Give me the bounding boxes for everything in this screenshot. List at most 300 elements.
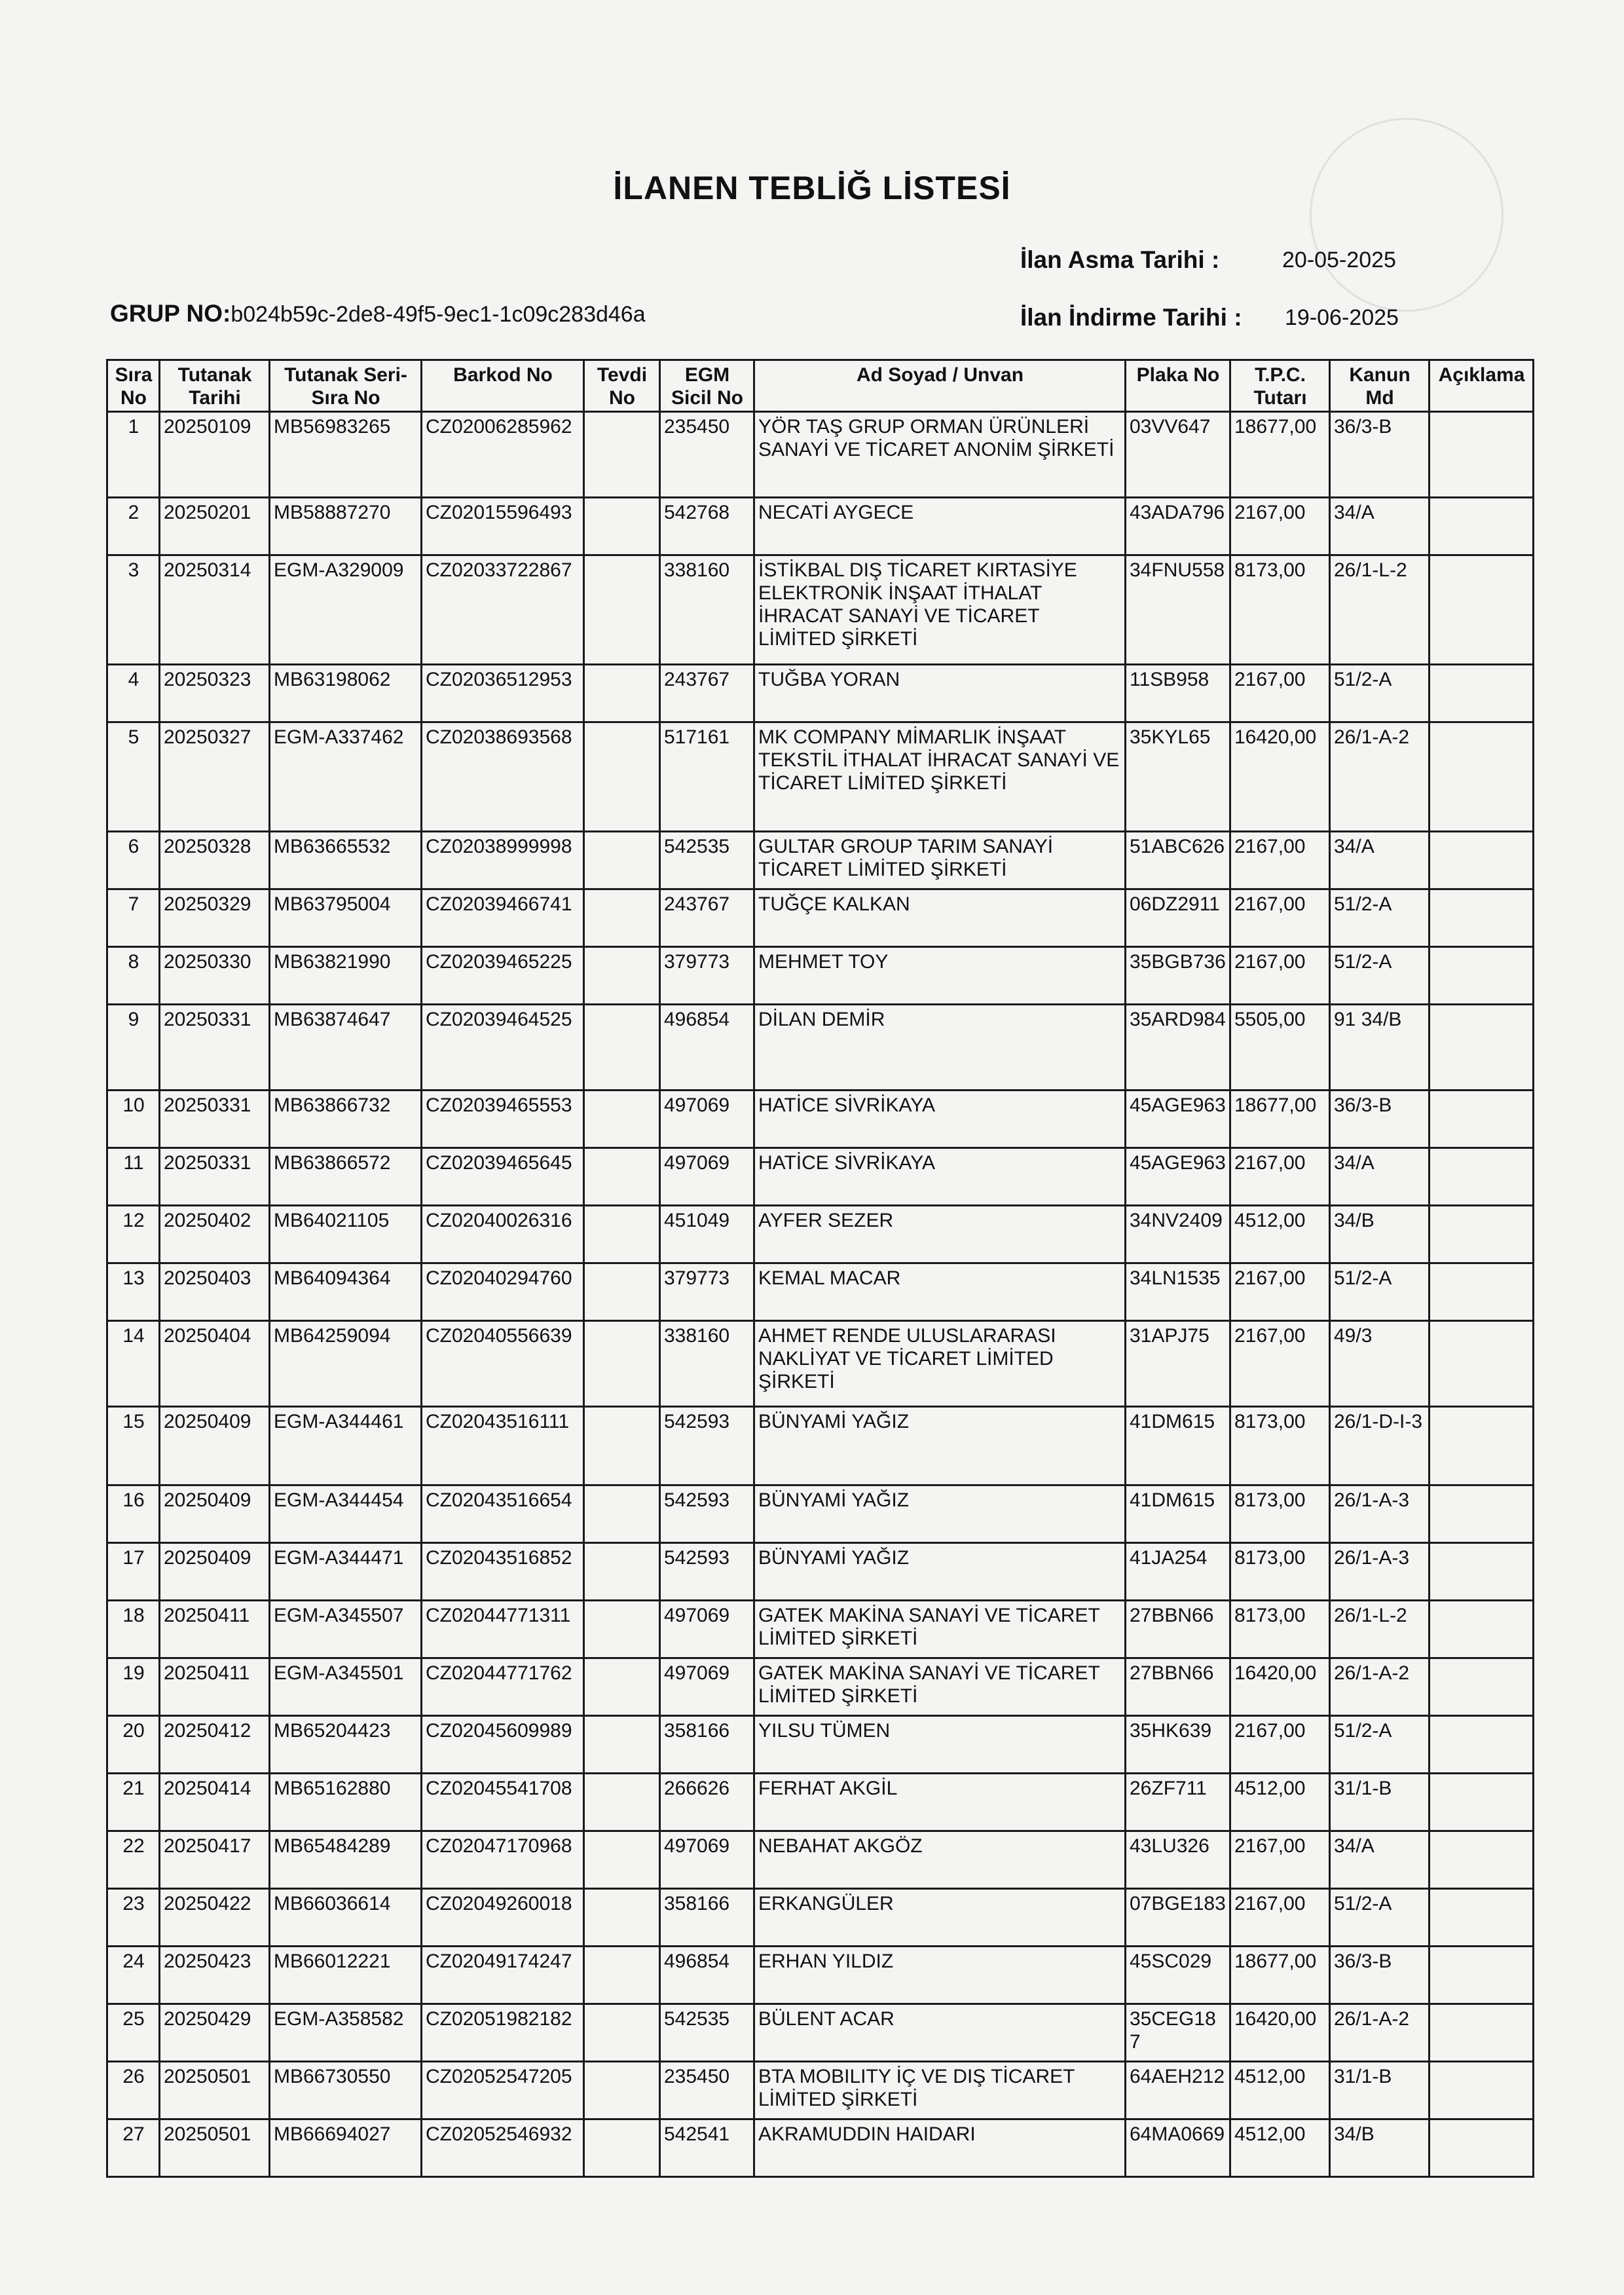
cell-tevdi-no	[584, 1485, 660, 1543]
cell-tevdi-no	[584, 2062, 660, 2119]
cell-sira-no: 19	[107, 1658, 160, 1716]
cell-kanun-md: 31/1-B	[1330, 1774, 1430, 1831]
table-row	[107, 2119, 1534, 2177]
cell-ad-soyad: YÖR TAŞ GRUP ORMAN ÜRÜNLERİ SANAYİ VE TİCARET ANONİM ŞİRKETİ	[754, 412, 1126, 498]
table-row	[107, 555, 1534, 665]
cell-tevdi-no	[584, 1774, 660, 1831]
cell-egm-sicil: 235450	[660, 412, 754, 498]
cell-tevdi-no	[584, 1407, 660, 1485]
cell-tutanak-seri: MB64021105	[270, 1206, 422, 1263]
cell-tutanak-seri: EGM-A345507	[270, 1601, 422, 1658]
cell-kanun-md: 26/1-L-2	[1330, 1601, 1430, 1658]
cell-plaka-no: 51ABC626	[1126, 832, 1230, 889]
cell-tpc-tutari: 2167,00	[1230, 1831, 1330, 1889]
cell-ad-soyad: MK COMPANY MİMARLIK İNŞAAT TEKSTİL İTHALAT İHRACAT SANAYİ VE TİCARET LİMİTED ŞİRKETİ	[754, 722, 1126, 832]
cell-plaka-no: 27BBN66	[1126, 1601, 1230, 1658]
cell-sira-no: 25	[107, 2004, 160, 2062]
cell-ad-soyad: YILSU TÜMEN	[754, 1716, 1126, 1774]
cell-plaka-no: 03VV647	[1126, 412, 1230, 498]
cell-plaka-no: 35ARD984	[1126, 1005, 1230, 1091]
cell-tpc-tutari: 4512,00	[1230, 1774, 1330, 1831]
table-row	[107, 1543, 1534, 1601]
cell-plaka-no: 43LU326	[1126, 1831, 1230, 1889]
cell-kanun-md: 26/1-D-I-3	[1330, 1407, 1430, 1485]
table-row	[107, 1774, 1534, 1831]
cell-tpc-tutari: 8173,00	[1230, 1407, 1330, 1485]
cell-ad-soyad: İSTİKBAL DIŞ TİCARET KIRTASİYE ELEKTRONİK İNŞAAT İTHALAT İHRACAT SANAYİ VE TİCARET LİMİTED ŞİRKETİ	[754, 555, 1126, 665]
table-row	[107, 1947, 1534, 2004]
ilan-asma-label: İlan Asma Tarihi :	[1020, 246, 1220, 273]
cell-plaka-no: 41DM615	[1126, 1485, 1230, 1543]
cell-tpc-tutari: 2167,00	[1230, 1716, 1330, 1774]
cell-egm-sicil: 496854	[660, 1947, 754, 2004]
table-row	[107, 665, 1534, 722]
cell-barkod-no: CZ02039464525	[422, 1005, 584, 1091]
table-row	[107, 1091, 1534, 1148]
cell-egm-sicil: 243767	[660, 889, 754, 947]
cell-egm-sicil: 542535	[660, 832, 754, 889]
cell-tevdi-no	[584, 1889, 660, 1947]
cell-barkod-no: CZ02039465225	[422, 947, 584, 1005]
cell-ad-soyad: AHMET RENDE ULUSLARARASI NAKLİYAT VE TİCARET LİMİTED ŞİRKETİ	[754, 1321, 1126, 1407]
cell-aciklama	[1430, 1091, 1534, 1148]
table-row	[107, 1407, 1534, 1485]
grup-no-value: b024b59c-2de8-49f5-9ec1-1c09c283d46a	[231, 302, 646, 327]
cell-egm-sicil: 497069	[660, 1658, 754, 1716]
cell-sira-no: 4	[107, 665, 160, 722]
cell-tevdi-no	[584, 1658, 660, 1716]
cell-sira-no: 13	[107, 1263, 160, 1321]
cell-kanun-md: 26/1-L-2	[1330, 555, 1430, 665]
cell-tutanak-tarihi: 20250331	[160, 1091, 270, 1148]
cell-tutanak-tarihi: 20250109	[160, 412, 270, 498]
table-body	[107, 412, 1534, 2177]
cell-tutanak-seri: EGM-A337462	[270, 722, 422, 832]
cell-egm-sicil: 497069	[660, 1091, 754, 1148]
cell-aciklama	[1430, 665, 1534, 722]
cell-tutanak-seri: MB64259094	[270, 1321, 422, 1407]
cell-tpc-tutari: 16420,00	[1230, 1658, 1330, 1716]
cell-plaka-no: 35CEG187	[1126, 2004, 1230, 2062]
table-row	[107, 1831, 1534, 1889]
cell-sira-no: 16	[107, 1485, 160, 1543]
cell-tpc-tutari: 2167,00	[1230, 889, 1330, 947]
cell-tevdi-no	[584, 889, 660, 947]
cell-plaka-no: 26ZF711	[1126, 1774, 1230, 1831]
cell-egm-sicil: 542768	[660, 498, 754, 555]
cell-tpc-tutari: 16420,00	[1230, 2004, 1330, 2062]
cell-tutanak-seri: MB64094364	[270, 1263, 422, 1321]
col-egm-sicil: EGM Sicil No	[660, 360, 754, 412]
cell-tutanak-seri: MB63821990	[270, 947, 422, 1005]
cell-plaka-no: 35KYL65	[1126, 722, 1230, 832]
cell-aciklama	[1430, 832, 1534, 889]
cell-sira-no: 9	[107, 1005, 160, 1091]
cell-sira-no: 12	[107, 1206, 160, 1263]
cell-sira-no: 18	[107, 1601, 160, 1658]
cell-egm-sicil: 379773	[660, 947, 754, 1005]
cell-tevdi-no	[584, 498, 660, 555]
cell-tutanak-tarihi: 20250329	[160, 889, 270, 947]
cell-barkod-no: CZ02052546932	[422, 2119, 584, 2177]
col-sira-no: Sıra No	[107, 360, 160, 412]
cell-tevdi-no	[584, 1543, 660, 1601]
grup-no	[110, 300, 646, 327]
cell-tpc-tutari: 2167,00	[1230, 832, 1330, 889]
table-row	[107, 1263, 1534, 1321]
cell-kanun-md: 91 34/B	[1330, 1005, 1430, 1091]
cell-egm-sicil: 497069	[660, 1831, 754, 1889]
cell-tutanak-seri: EGM-A329009	[270, 555, 422, 665]
cell-ad-soyad: ERHAN YILDIZ	[754, 1947, 1126, 2004]
cell-tutanak-tarihi: 20250323	[160, 665, 270, 722]
cell-ad-soyad: MEHMET TOY	[754, 947, 1126, 1005]
teblig-table	[106, 359, 1534, 2178]
cell-plaka-no: 43ADA796	[1126, 498, 1230, 555]
cell-tpc-tutari: 8173,00	[1230, 1485, 1330, 1543]
cell-tutanak-seri: MB66730550	[270, 2062, 422, 2119]
cell-sira-no: 14	[107, 1321, 160, 1407]
cell-egm-sicil: 266626	[660, 1774, 754, 1831]
cell-kanun-md: 34/A	[1330, 832, 1430, 889]
cell-tutanak-tarihi: 20250403	[160, 1263, 270, 1321]
cell-plaka-no: 41JA254	[1126, 1543, 1230, 1601]
cell-tevdi-no	[584, 1716, 660, 1774]
cell-tutanak-tarihi: 20250414	[160, 1774, 270, 1831]
cell-tutanak-tarihi: 20250327	[160, 722, 270, 832]
table-row	[107, 1005, 1534, 1091]
col-tpc-tutari: T.P.C. Tutarı	[1230, 360, 1330, 412]
cell-kanun-md: 51/2-A	[1330, 1889, 1430, 1947]
cell-tutanak-seri: MB63198062	[270, 665, 422, 722]
cell-kanun-md: 34/B	[1330, 1206, 1430, 1263]
cell-aciklama	[1430, 498, 1534, 555]
cell-plaka-no: 45AGE963	[1126, 1148, 1230, 1206]
cell-aciklama	[1430, 2062, 1534, 2119]
cell-barkod-no: CZ02038999998	[422, 832, 584, 889]
col-kanun-md: Kanun Md	[1330, 360, 1430, 412]
cell-barkod-no: CZ02006285962	[422, 412, 584, 498]
cell-tpc-tutari: 8173,00	[1230, 1543, 1330, 1601]
cell-barkod-no: CZ02038693568	[422, 722, 584, 832]
cell-kanun-md: 34/A	[1330, 498, 1430, 555]
cell-ad-soyad: GATEK MAKİNA SANAYİ VE TİCARET LİMİTED ŞİRKETİ	[754, 1658, 1126, 1716]
cell-egm-sicil: 542541	[660, 2119, 754, 2177]
cell-plaka-no: 07BGE183	[1126, 1889, 1230, 1947]
table-row	[107, 947, 1534, 1005]
cell-sira-no: 22	[107, 1831, 160, 1889]
cell-tutanak-tarihi: 20250404	[160, 1321, 270, 1407]
cell-aciklama	[1430, 1206, 1534, 1263]
cell-ad-soyad: FERHAT AKGİL	[754, 1774, 1126, 1831]
cell-aciklama	[1430, 1148, 1534, 1206]
cell-egm-sicil: 542593	[660, 1485, 754, 1543]
cell-tutanak-tarihi: 20250411	[160, 1658, 270, 1716]
cell-tutanak-tarihi: 20250423	[160, 1947, 270, 2004]
cell-barkod-no: CZ02033722867	[422, 555, 584, 665]
cell-tpc-tutari: 8173,00	[1230, 1601, 1330, 1658]
cell-kanun-md: 26/1-A-2	[1330, 2004, 1430, 2062]
col-ad-soyad: Ad Soyad / Unvan	[754, 360, 1126, 412]
cell-kanun-md: 36/3-B	[1330, 1091, 1430, 1148]
cell-tutanak-seri: MB63866732	[270, 1091, 422, 1148]
cell-plaka-no: 35HK639	[1126, 1716, 1230, 1774]
cell-tpc-tutari: 2167,00	[1230, 947, 1330, 1005]
cell-egm-sicil: 542593	[660, 1407, 754, 1485]
cell-tutanak-tarihi: 20250314	[160, 555, 270, 665]
cell-tevdi-no	[584, 665, 660, 722]
table-header-row	[107, 360, 1534, 412]
cell-tevdi-no	[584, 1321, 660, 1407]
cell-sira-no: 11	[107, 1148, 160, 1206]
cell-tutanak-seri: MB63866572	[270, 1148, 422, 1206]
cell-sira-no: 27	[107, 2119, 160, 2177]
cell-barkod-no: CZ02051982182	[422, 2004, 584, 2062]
cell-sira-no: 10	[107, 1091, 160, 1148]
cell-tpc-tutari: 2167,00	[1230, 1148, 1330, 1206]
cell-aciklama	[1430, 555, 1534, 665]
cell-sira-no: 15	[107, 1407, 160, 1485]
grup-no-label: GRUP NO:	[110, 300, 231, 327]
cell-sira-no: 24	[107, 1947, 160, 2004]
cell-plaka-no: 41DM615	[1126, 1407, 1230, 1485]
cell-tevdi-no	[584, 1263, 660, 1321]
cell-tutanak-seri: EGM-A344471	[270, 1543, 422, 1601]
cell-aciklama	[1430, 1263, 1534, 1321]
cell-kanun-md: 26/1-A-2	[1330, 722, 1430, 832]
cell-tutanak-seri: MB63874647	[270, 1005, 422, 1091]
cell-sira-no: 3	[107, 555, 160, 665]
cell-tpc-tutari: 18677,00	[1230, 1947, 1330, 2004]
table-row	[107, 1206, 1534, 1263]
cell-barkod-no: CZ02039465645	[422, 1148, 584, 1206]
cell-tutanak-tarihi: 20250409	[160, 1485, 270, 1543]
cell-kanun-md: 36/3-B	[1330, 1947, 1430, 2004]
table-row	[107, 722, 1534, 832]
cell-sira-no: 7	[107, 889, 160, 947]
cell-kanun-md: 34/B	[1330, 2119, 1430, 2177]
col-barkod-no: Barkod No	[422, 360, 584, 412]
cell-tevdi-no	[584, 412, 660, 498]
cell-barkod-no: CZ02039465553	[422, 1091, 584, 1148]
cell-tevdi-no	[584, 1601, 660, 1658]
cell-tpc-tutari: 2167,00	[1230, 498, 1330, 555]
cell-tevdi-no	[584, 1148, 660, 1206]
cell-tutanak-tarihi: 20250402	[160, 1206, 270, 1263]
cell-tutanak-tarihi: 20250201	[160, 498, 270, 555]
table-row	[107, 2062, 1534, 2119]
cell-tutanak-tarihi: 20250429	[160, 2004, 270, 2062]
ilan-indirme-label: İlan İndirme Tarihi :	[1020, 304, 1242, 331]
cell-ad-soyad: BÜNYAMİ YAĞIZ	[754, 1485, 1126, 1543]
table-row	[107, 1485, 1534, 1543]
cell-tutanak-tarihi: 20250422	[160, 1889, 270, 1947]
cell-ad-soyad: AKRAMUDDIN HAIDARI	[754, 2119, 1126, 2177]
cell-tevdi-no	[584, 1831, 660, 1889]
cell-aciklama	[1430, 1889, 1534, 1947]
cell-ad-soyad: TUĞBA YORAN	[754, 665, 1126, 722]
cell-kanun-md: 51/2-A	[1330, 889, 1430, 947]
cell-aciklama	[1430, 889, 1534, 947]
col-aciklama: Açıklama	[1430, 360, 1534, 412]
cell-ad-soyad: KEMAL MACAR	[754, 1263, 1126, 1321]
faint-stamp-icon	[1310, 118, 1504, 312]
cell-tpc-tutari: 2167,00	[1230, 1263, 1330, 1321]
cell-tutanak-tarihi: 20250411	[160, 1601, 270, 1658]
page-title: İLANEN TEBLİĞ LİSTESİ	[613, 170, 1011, 206]
cell-tevdi-no	[584, 832, 660, 889]
cell-tutanak-seri: EGM-A358582	[270, 2004, 422, 2062]
cell-aciklama	[1430, 1831, 1534, 1889]
table-row	[107, 1658, 1534, 1716]
ilan-asma-value: 20-05-2025	[1282, 248, 1396, 272]
cell-egm-sicil: 517161	[660, 722, 754, 832]
cell-kanun-md: 26/1-A-3	[1330, 1543, 1430, 1601]
cell-egm-sicil: 497069	[660, 1601, 754, 1658]
cell-ad-soyad: BÜNYAMİ YAĞIZ	[754, 1543, 1126, 1601]
cell-kanun-md: 34/A	[1330, 1148, 1430, 1206]
cell-kanun-md: 34/A	[1330, 1831, 1430, 1889]
col-tevdi-no: Tevdi No	[584, 360, 660, 412]
cell-tutanak-tarihi: 20250409	[160, 1543, 270, 1601]
cell-plaka-no: 27BBN66	[1126, 1658, 1230, 1716]
cell-aciklama	[1430, 1407, 1534, 1485]
cell-ad-soyad: TUĞÇE KALKAN	[754, 889, 1126, 947]
cell-kanun-md: 26/1-A-3	[1330, 1485, 1430, 1543]
cell-egm-sicil: 235450	[660, 2062, 754, 2119]
cell-egm-sicil: 542593	[660, 1543, 754, 1601]
col-tutanak-tarihi: Tutanak Tarihi	[160, 360, 270, 412]
cell-tevdi-no	[584, 1005, 660, 1091]
cell-kanun-md: 26/1-A-2	[1330, 1658, 1430, 1716]
table-row	[107, 498, 1534, 555]
cell-barkod-no: CZ02043516654	[422, 1485, 584, 1543]
cell-barkod-no: CZ02040556639	[422, 1321, 584, 1407]
cell-ad-soyad: HATİCE SİVRİKAYA	[754, 1091, 1126, 1148]
cell-sira-no: 8	[107, 947, 160, 1005]
cell-kanun-md: 51/2-A	[1330, 665, 1430, 722]
cell-tutanak-seri: MB58887270	[270, 498, 422, 555]
cell-tevdi-no	[584, 555, 660, 665]
cell-aciklama	[1430, 1947, 1534, 2004]
cell-tevdi-no	[584, 1206, 660, 1263]
cell-barkod-no: CZ02047170968	[422, 1831, 584, 1889]
cell-sira-no: 6	[107, 832, 160, 889]
cell-aciklama	[1430, 1774, 1534, 1831]
cell-ad-soyad: BÜNYAMİ YAĞIZ	[754, 1407, 1126, 1485]
cell-tutanak-tarihi: 20250328	[160, 832, 270, 889]
cell-tevdi-no	[584, 1947, 660, 2004]
cell-tutanak-seri: MB65204423	[270, 1716, 422, 1774]
cell-aciklama	[1430, 2119, 1534, 2177]
cell-tevdi-no	[584, 722, 660, 832]
col-tutanak-seri: Tutanak Seri-Sıra No	[270, 360, 422, 412]
cell-sira-no: 21	[107, 1774, 160, 1831]
cell-plaka-no: 35BGB736	[1126, 947, 1230, 1005]
cell-barkod-no: CZ02045541708	[422, 1774, 584, 1831]
cell-plaka-no: 45AGE963	[1126, 1091, 1230, 1148]
cell-tpc-tutari: 4512,00	[1230, 1206, 1330, 1263]
cell-tpc-tutari: 8173,00	[1230, 555, 1330, 665]
cell-plaka-no: 31APJ75	[1126, 1321, 1230, 1407]
cell-aciklama	[1430, 1321, 1534, 1407]
cell-barkod-no: CZ02015596493	[422, 498, 584, 555]
cell-sira-no: 26	[107, 2062, 160, 2119]
cell-plaka-no: 34NV2409	[1126, 1206, 1230, 1263]
table-row	[107, 1889, 1534, 1947]
cell-ad-soyad: AYFER SEZER	[754, 1206, 1126, 1263]
cell-tpc-tutari: 5505,00	[1230, 1005, 1330, 1091]
cell-aciklama	[1430, 947, 1534, 1005]
cell-tpc-tutari: 4512,00	[1230, 2062, 1330, 2119]
cell-barkod-no: CZ02043516852	[422, 1543, 584, 1601]
cell-plaka-no: 11SB958	[1126, 665, 1230, 722]
cell-egm-sicil: 497069	[660, 1148, 754, 1206]
cell-ad-soyad: DİLAN DEMİR	[754, 1005, 1126, 1091]
cell-kanun-md: 49/3	[1330, 1321, 1430, 1407]
cell-tpc-tutari: 2167,00	[1230, 1889, 1330, 1947]
cell-sira-no: 2	[107, 498, 160, 555]
cell-barkod-no: CZ02040294760	[422, 1263, 584, 1321]
table-row	[107, 1148, 1534, 1206]
cell-aciklama	[1430, 1716, 1534, 1774]
cell-tevdi-no	[584, 2004, 660, 2062]
table-row	[107, 1716, 1534, 1774]
cell-sira-no: 23	[107, 1889, 160, 1947]
cell-aciklama	[1430, 1658, 1534, 1716]
cell-aciklama	[1430, 2004, 1534, 2062]
cell-aciklama	[1430, 722, 1534, 832]
cell-kanun-md: 51/2-A	[1330, 1716, 1430, 1774]
cell-tutanak-tarihi: 20250331	[160, 1148, 270, 1206]
cell-plaka-no: 34FNU558	[1126, 555, 1230, 665]
cell-barkod-no: CZ02044771311	[422, 1601, 584, 1658]
cell-egm-sicil: 542535	[660, 2004, 754, 2062]
cell-egm-sicil: 338160	[660, 1321, 754, 1407]
cell-barkod-no: CZ02039466741	[422, 889, 584, 947]
cell-tpc-tutari: 2167,00	[1230, 1321, 1330, 1407]
cell-barkod-no: CZ02052547205	[422, 2062, 584, 2119]
cell-tutanak-seri: MB56983265	[270, 412, 422, 498]
cell-sira-no: 1	[107, 412, 160, 498]
cell-tevdi-no	[584, 1091, 660, 1148]
cell-barkod-no: CZ02043516111	[422, 1407, 584, 1485]
cell-barkod-no: CZ02049174247	[422, 1947, 584, 2004]
cell-tutanak-seri: MB66694027	[270, 2119, 422, 2177]
cell-tpc-tutari: 18677,00	[1230, 1091, 1330, 1148]
cell-ad-soyad: BTA MOBILITY İÇ VE DIŞ TİCARET LİMİTED ŞİRKETİ	[754, 2062, 1126, 2119]
cell-plaka-no: 64AEH212	[1126, 2062, 1230, 2119]
table-row	[107, 1321, 1534, 1407]
cell-tutanak-seri: EGM-A344454	[270, 1485, 422, 1543]
cell-aciklama	[1430, 1485, 1534, 1543]
cell-egm-sicil: 243767	[660, 665, 754, 722]
cell-plaka-no: 34LN1535	[1126, 1263, 1230, 1321]
cell-tutanak-seri: EGM-A344461	[270, 1407, 422, 1485]
table-row	[107, 889, 1534, 947]
cell-aciklama	[1430, 1543, 1534, 1601]
cell-tutanak-seri: EGM-A345501	[270, 1658, 422, 1716]
cell-aciklama	[1430, 1005, 1534, 1091]
cell-tutanak-tarihi: 20250417	[160, 1831, 270, 1889]
table-row	[107, 1601, 1534, 1658]
cell-tpc-tutari: 2167,00	[1230, 665, 1330, 722]
cell-sira-no: 20	[107, 1716, 160, 1774]
cell-tutanak-seri: MB65484289	[270, 1831, 422, 1889]
cell-tpc-tutari: 4512,00	[1230, 2119, 1330, 2177]
cell-ad-soyad: NEBAHAT AKGÖZ	[754, 1831, 1126, 1889]
cell-tutanak-seri: MB63795004	[270, 889, 422, 947]
